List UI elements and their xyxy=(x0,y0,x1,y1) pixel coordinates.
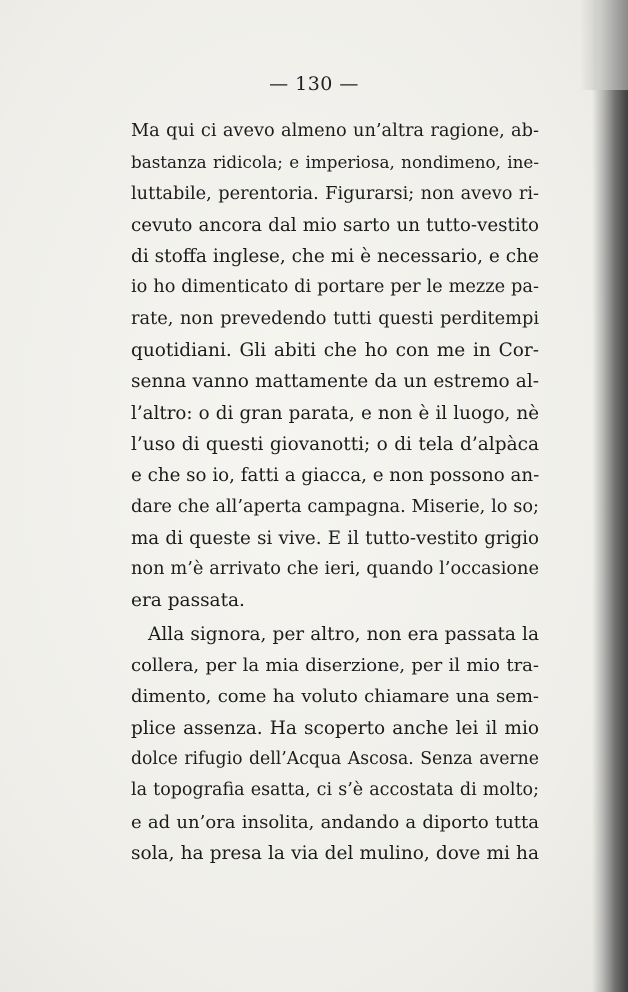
paragraph-2 xyxy=(131,619,539,869)
text-line: la topografia esatta, ci s’è accostata di molto; xyxy=(131,780,539,801)
text-line: di stoffa inglese, che mi è necessario, e che xyxy=(131,246,539,268)
text-line: ma di queste si vive. E il tutto-vestito grigio xyxy=(131,527,539,549)
text-line: dare che all’aperta campagna. Miserie, lo so; xyxy=(131,496,539,517)
text-line: rate, non prevedendo tutti questi perditempi xyxy=(131,308,539,329)
text-line: bastanza ridicola; e imperiosa, nondimeno, ine- xyxy=(131,152,539,173)
page-number: — 130 — xyxy=(269,73,359,95)
text-line: non m’è arrivato che ieri, quando l’occasione xyxy=(131,559,539,580)
text-line: quotidiani. Gli abiti che ho con me in Cor- xyxy=(131,340,539,362)
text-line: Ma qui ci avevo almeno un’altra ragione, ab- xyxy=(131,121,539,141)
page-binding-shadow xyxy=(592,0,628,992)
text-line: l’uso di questi giovanotti; o di tela d’alpàca xyxy=(131,433,539,455)
text-line: luttabile, perentoria. Figurarsi; non avevo ri- xyxy=(131,183,539,204)
text-line: collera, per la mia diserzione, per il mio tra- xyxy=(131,655,539,677)
text-line: e ad un’ora insolita, andando a diporto tutta xyxy=(131,811,539,833)
text-line: senna vanno mattamente da un estremo al- xyxy=(131,371,539,393)
text-line: plice assenza. Ha scoperto anche lei il mio xyxy=(131,717,539,739)
body-text xyxy=(131,116,539,869)
paragraph-1 xyxy=(131,116,539,617)
text-line: dimento, come ha voluto chiamare una sem- xyxy=(131,686,539,708)
text-line: l’altro: o di gran parata, e non è il luogo, nè xyxy=(131,402,539,424)
text-line: dolce rifugio dell’Acqua Ascosa. Senza averne xyxy=(131,748,539,769)
text-line: cevuto ancora dal mio sarto un tutto-vestito xyxy=(131,214,539,236)
text-line: io ho dimenticato di portare per le mezze pa- xyxy=(131,277,539,298)
text-line: era passata. xyxy=(131,590,245,612)
text-line: e che so io, fatti a giacca, e non possono an- xyxy=(131,465,540,487)
text-line: sola, ha presa la via del mulino, dove mi ha xyxy=(131,842,539,864)
text-line: Alla signora, per altro, non era passata la xyxy=(148,623,539,645)
